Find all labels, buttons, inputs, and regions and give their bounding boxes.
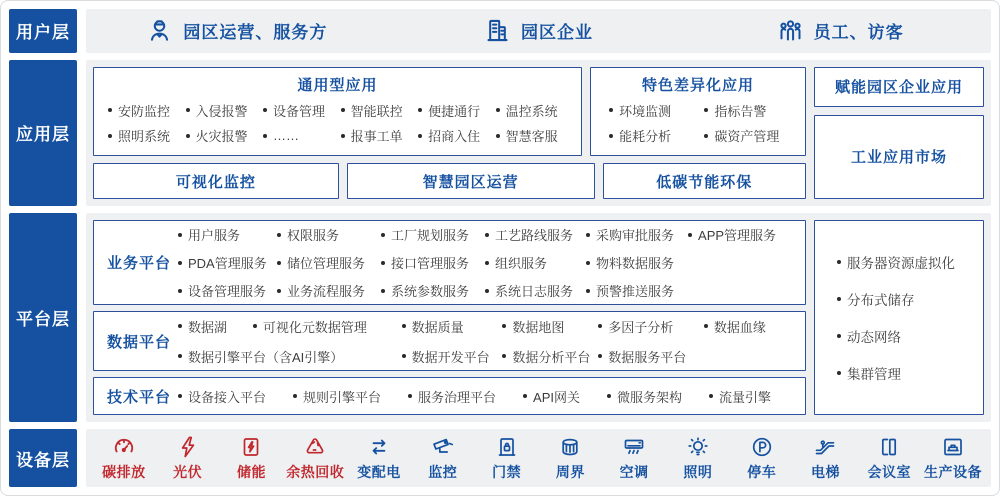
device-label: 停车 [747,463,777,480]
device-power-distribution [347,435,411,482]
device-label: 周界 [555,463,585,480]
platform-layer-content [86,213,991,422]
service-item: 数据湖 [178,317,253,336]
app-item: 火灾报警 [186,126,264,145]
device-label: 光伏 [173,463,203,480]
service-item: 系统参数服务 [381,281,485,300]
smart-park-operation-box [347,163,595,199]
business-platform-services [178,225,795,300]
operator-icon [146,17,173,44]
device-layer-tag: 设备层 [9,429,77,487]
device-production-equipment [921,435,985,482]
app-item: 碳资产管理 [704,126,795,145]
general-apps-box [93,67,582,156]
service-item: API网关 [523,387,580,406]
infra-item: 动态网络 [837,326,983,346]
empower-enterprise-apps-box [814,67,984,107]
service-item: 设备接入平台 [178,387,266,406]
service-item: APP管理服务 [688,225,795,244]
device-energy-storage [220,435,284,482]
service-item: 接口管理服务 [381,253,485,272]
visual-monitoring-label: 可视化监控 [175,173,256,191]
special-apps-list [601,95,795,151]
business-platform-title: 业务平台 [106,255,171,273]
device-waste-heat-recovery [283,435,347,482]
empower-enterprise-apps-title: 赋能园区企业应用 [834,79,963,97]
data-platform-services [178,317,795,366]
app-item: 智慧客服 [496,126,574,145]
device-label: 电梯 [810,463,840,480]
industrial-app-market-title: 工业应用市场 [850,149,947,167]
device-label: 生产设备 [924,463,983,480]
service-item: 系统日志服务 [485,281,586,300]
low-carbon-box [603,163,806,199]
user-layer-band [9,9,991,53]
app-item: 温控系统 [496,101,574,120]
device-label: 会议室 [867,463,912,480]
escalator-icon [813,435,837,459]
service-item: 采购审批服务 [586,225,688,244]
service-item: 用户服务 [178,225,277,244]
app-item: 智能联控 [341,101,419,120]
app-item: 安防监控 [108,101,186,120]
recycle-icon [303,435,327,459]
light-bulb-icon [686,435,710,459]
user-group-enterprises [388,17,690,44]
lightning-icon [176,435,200,459]
service-item: 数据地图 [502,317,598,336]
service-item: 工艺路线服务 [485,225,586,244]
service-item: 数据质量 [402,317,503,336]
service-item: PDA管理服务 [178,253,277,272]
service-item: 数据引擎平台（含AI引擎） [178,347,402,366]
service-item: 物料数据服务 [586,253,688,272]
infrastructure-box [814,220,984,415]
platform-layer-band [9,213,991,422]
device-carbon-emission [92,435,156,482]
service-item: 权限服务 [277,225,381,244]
tech-platform-box [93,377,806,415]
service-item: 数据开发平台 [402,347,503,366]
infra-item: 分布式储存 [837,289,983,309]
machine-icon [941,435,965,459]
user-group-label: 园区运营、服务方 [183,23,328,43]
device-air-conditioning [602,435,666,482]
transfer-arrows-icon [367,435,391,459]
visual-monitoring-box [93,163,339,199]
service-item: 规则引擎平台 [293,387,381,406]
service-item: 可视化元数据管理 [253,317,402,336]
user-group-operators [86,17,388,44]
service-item: 服务治理平台 [408,387,496,406]
service-item: 工厂规划服务 [381,225,485,244]
data-platform-box [93,311,806,371]
application-layer-content [86,60,991,206]
service-item: 数据服务平台 [598,347,704,366]
infra-item: 集群管理 [837,363,983,383]
device-surveillance [411,435,475,482]
app-item: 便捷通行 [418,101,496,120]
device-perimeter [538,435,602,482]
platform-layer-tag: 平台层 [9,213,77,422]
app-item: 招商入住 [418,126,496,145]
air-conditioner-icon [622,435,646,459]
device-layer-content [86,429,991,487]
door-lock-icon [495,435,519,459]
general-apps-list [102,95,573,151]
device-access-control [475,435,539,482]
parking-icon [750,435,774,459]
special-apps-title: 特色差异化应用 [642,76,755,94]
business-platform-box [93,220,806,305]
tech-platform-services [178,387,795,406]
gauge-icon [112,435,136,459]
app-item: 能耗分析 [609,126,704,145]
service-item: 流量引擎 [709,387,771,406]
app-item: 设备管理 [263,101,341,120]
device-label: 碳排放 [102,463,146,480]
device-elevator [794,435,858,482]
app-item: 环境监测 [609,101,704,120]
service-item: 数据分析平台 [502,347,598,366]
application-layer-tag: 应用层 [9,60,77,206]
service-item: 数据血缘 [704,317,795,336]
app-item: 报事工单 [341,126,419,145]
building-icon [484,17,511,44]
device-label: 监控 [428,463,458,480]
service-item: 多因子分析 [598,317,704,336]
user-group-label: 员工、访客 [813,23,904,43]
data-platform-title: 数据平台 [106,333,171,351]
industrial-app-market-box [814,115,984,199]
tech-platform-title: 技术平台 [106,388,171,406]
meeting-room-icon [877,435,901,459]
user-layer-tag: 用户层 [9,9,77,53]
user-layer-content [86,9,991,53]
service-item: 组织服务 [485,253,586,272]
cctv-camera-icon [431,435,455,459]
app-item: …… [263,126,341,145]
device-meeting-room [857,435,921,482]
infra-item: 服务器资源虚拟化 [837,252,983,272]
device-label: 空调 [619,463,649,480]
people-group-icon [777,17,804,44]
service-item: 设备管理服务 [178,281,277,300]
device-label: 照明 [683,463,713,480]
general-apps-title: 通用型应用 [297,76,378,94]
device-label: 余热回收 [286,463,345,480]
service-item: 微服务架构 [607,387,682,406]
app-item: 照明系统 [108,126,186,145]
user-group-label: 园区企业 [521,23,593,43]
device-lighting [666,435,730,482]
special-apps-box [590,67,806,156]
perimeter-drum-icon [558,435,582,459]
battery-bolt-icon [239,435,263,459]
low-carbon-label: 低碳节能环保 [656,173,753,191]
app-item: 指标告警 [704,101,795,120]
device-label: 变配电 [357,463,401,480]
user-group-staff-visitors [689,17,991,44]
device-label: 门禁 [492,463,522,480]
service-item: 储位管理服务 [277,253,381,272]
service-item: 业务流程服务 [277,281,381,300]
app-item: 入侵报警 [186,101,264,120]
device-photovoltaic [156,435,220,482]
smart-park-operation-label: 智慧园区运营 [422,173,519,191]
device-label: 储能 [236,463,266,480]
application-layer-band [9,60,991,206]
device-layer-band [9,429,991,487]
service-item: 预警推送服务 [586,281,688,300]
device-parking [730,435,794,482]
